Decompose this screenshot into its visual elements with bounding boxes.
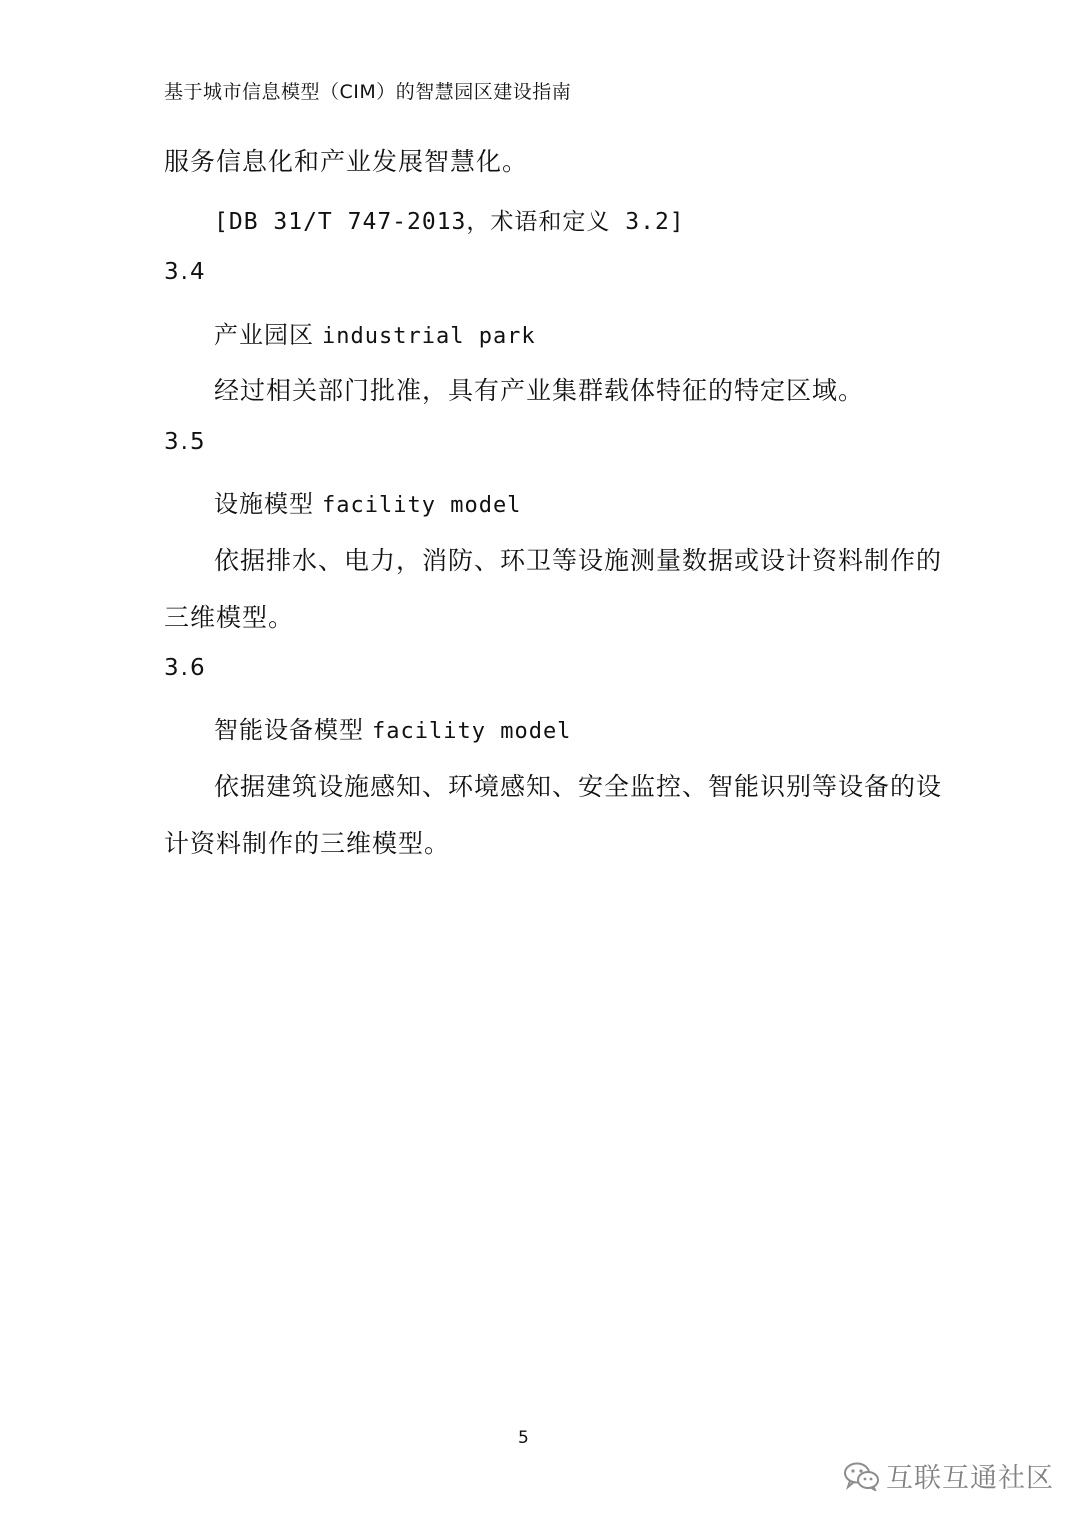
term-heading (214, 315, 536, 350)
term-chinese: 设施模型 (214, 490, 314, 518)
watermark-text: 互联互通社区 (886, 1463, 1054, 1494)
term-chinese: 智能设备模型 (214, 716, 364, 744)
section-number: 3.6 (164, 655, 207, 681)
definition-text: 经过相关部门批准，具有产业集群载体特征的特定区域。 (214, 376, 865, 405)
wechat-icon (842, 1461, 880, 1491)
term-heading (214, 484, 521, 519)
section-number: 3.5 (164, 429, 207, 455)
definition-text: 三维模型。 (164, 603, 295, 632)
reference-citation: [DB 31/T 747-2013，术语和定义 3.2] (214, 209, 685, 235)
document-header: 基于城市信息模型（CIM）的智慧园区建设指南 (164, 81, 572, 103)
definition-text: 依据排水、电力，消防、环卫等设施测量数据或设计资料制作的 (214, 546, 943, 575)
term-english: facility model (372, 719, 572, 744)
section-number: 3.4 (164, 259, 207, 285)
term-heading (214, 710, 571, 745)
definition-text: 依据建筑设施感知、环境感知、安全监控、智能识别等设备的设 (214, 772, 943, 801)
continuation-text: 服务信息化和产业发展智慧化。 (164, 147, 529, 176)
definition-text: 计资料制作的三维模型。 (164, 829, 451, 858)
page-number: 5 (518, 1428, 529, 1448)
term-english: industrial park (322, 324, 536, 349)
watermark (842, 1456, 1054, 1495)
term-english: facility model (322, 493, 522, 518)
term-chinese: 产业园区 (214, 321, 314, 349)
